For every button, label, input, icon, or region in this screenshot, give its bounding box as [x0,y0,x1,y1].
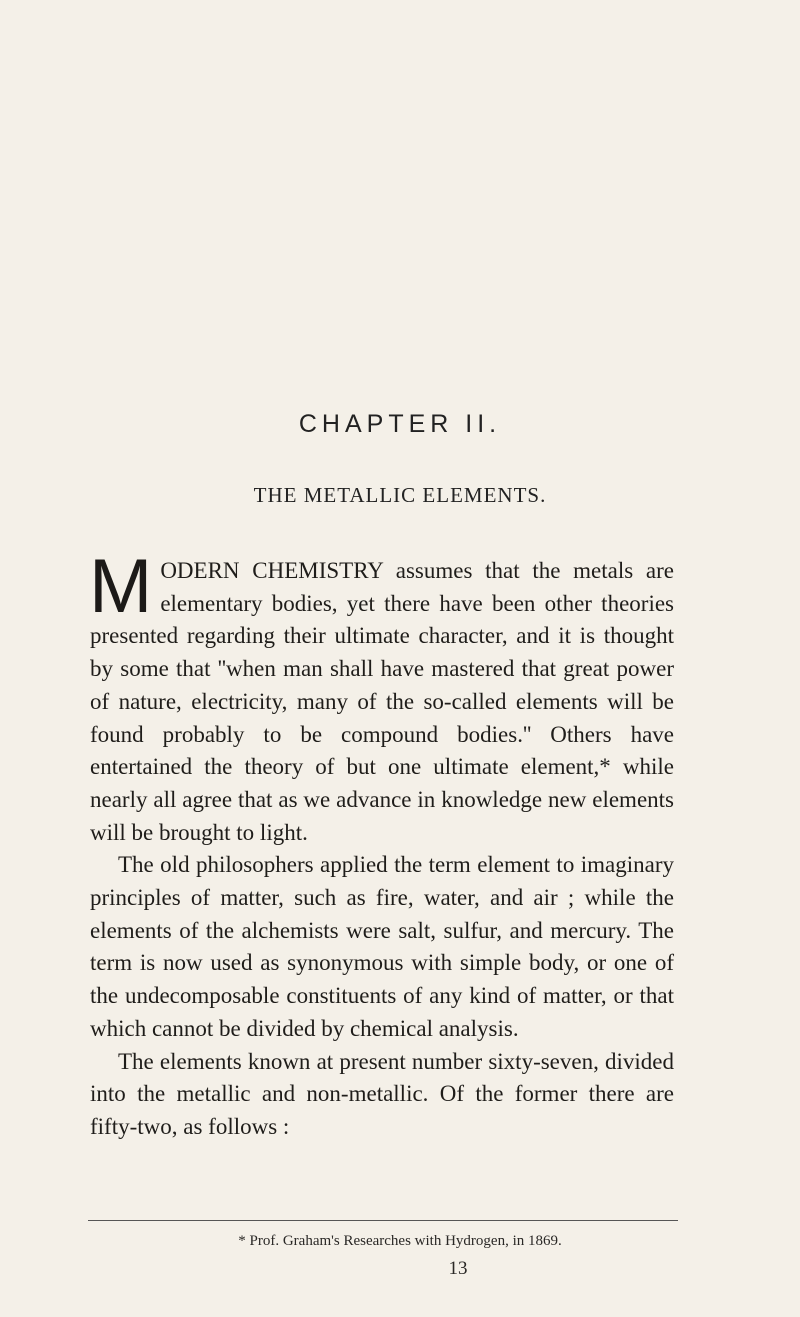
paragraph-1 [89,544,674,849]
page-number: 13 [448,1258,468,1279]
paragraph-1-text: ODERN CHEMISTRY assumes that the metals are elementary bodies, yet there have been other theories presented regarding their ultimate character, and it is thought by some that ''when man shall have mastered that great power of nature, electricity, many of the so-called elements will be found probably to be compound bodies.'' Others have entertained the theory of but one ultimate element,* while nearly all agree that as we advance in knowledge new elements will be brought to light. [90,558,674,845]
paragraph-3: The elements known at present number sixty-seven, divided into the metallic and non-metallic. Of the former there are fifty-two, as follows : [90,1048,674,1139]
body-text [89,544,674,1144]
chapter-heading: CHAPTER II. [298,410,502,438]
footnote-divider [88,1220,678,1221]
section-heading: THE METALLIC ELEMENTS. [253,483,547,507]
footnote: * Prof. Graham's Researches with Hydrogen, in 1869. [238,1233,562,1249]
paragraph-2: The old philosophers applied the term element to imaginary principles of matter, such as fire, water, and air ; while the elements of the alchemists were salt, sulfur, and mercury. The term is now used as synonymous with simple body, or one of the undecomposable constituents of any kind of matter, or that which cannot be divided by chemical analysis. [90,852,674,1041]
drop-cap: M [89,544,153,629]
